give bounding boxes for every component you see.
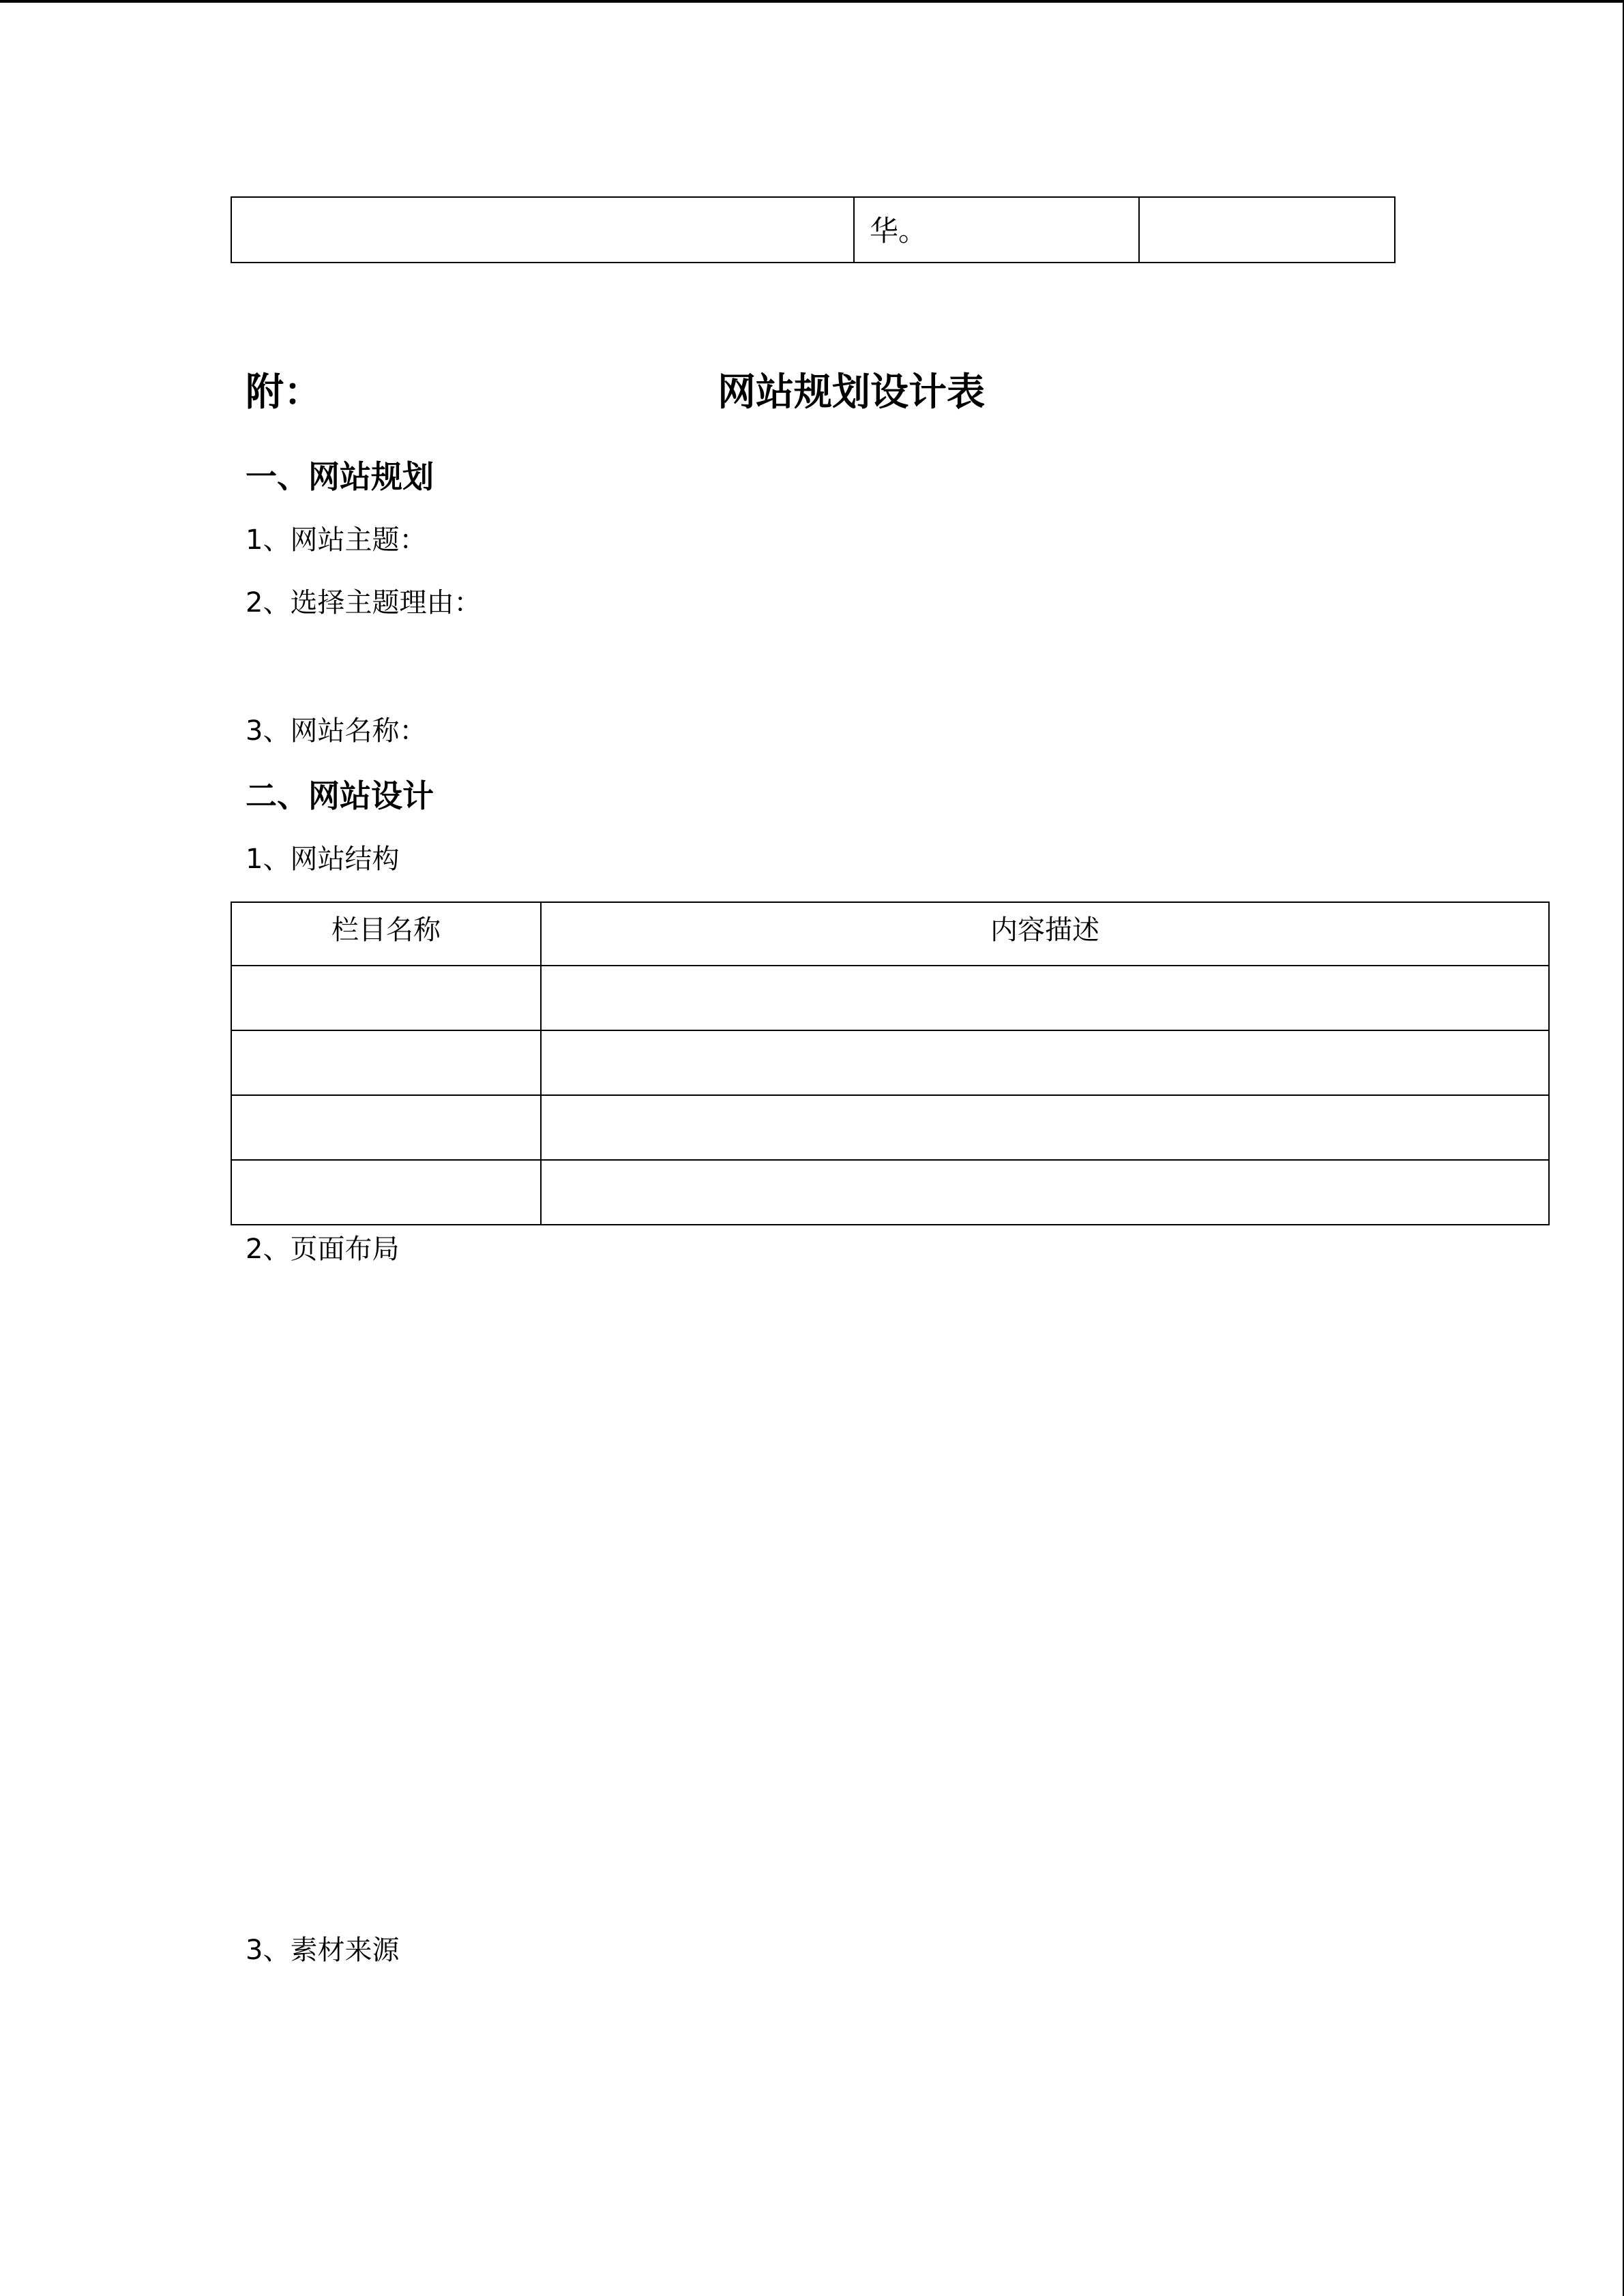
item-website-structure: 1、网站结构 <box>246 844 400 875</box>
table-cell[interactable] <box>541 1160 1549 1225</box>
item-website-theme: 1、网站主题： <box>246 524 427 556</box>
table-cell[interactable] <box>231 966 541 1030</box>
item-website-name: 3、网站名称： <box>246 715 427 747</box>
table-cell <box>231 197 854 263</box>
column-header-description: 内容描述 <box>541 902 1549 966</box>
table-cell[interactable] <box>231 1095 541 1160</box>
item-page-layout: 2、页面布局 <box>246 1234 400 1265</box>
structure-table <box>231 901 1550 1225</box>
item-material-source: 3、素材来源 <box>246 1935 400 1966</box>
table-cell[interactable] <box>541 1095 1549 1160</box>
table-cell[interactable] <box>541 1030 1549 1095</box>
table-row <box>231 197 1395 263</box>
table-row <box>231 1030 1549 1095</box>
page-title: 网站规划设计表 <box>718 370 985 415</box>
section-heading-planning: 一、网站规划 <box>246 458 434 495</box>
column-header-name: 栏目名称 <box>231 902 541 966</box>
table-cell[interactable] <box>541 966 1549 1030</box>
item-theme-reason: 2、选择主题理由： <box>246 587 482 618</box>
table-cell <box>1139 197 1395 263</box>
page-top-border <box>0 0 1624 3</box>
table-cell[interactable] <box>231 1160 541 1225</box>
table-cell[interactable] <box>231 1030 541 1095</box>
continuation-table <box>231 196 1396 263</box>
table-cell: 华。 <box>854 197 1139 263</box>
table-row <box>231 966 1549 1030</box>
table-header-row <box>231 902 1549 966</box>
table-row <box>231 1095 1549 1160</box>
table-row <box>231 1160 1549 1225</box>
section-heading-design: 二、网站设计 <box>246 777 434 814</box>
appendix-label: 附： <box>246 370 322 415</box>
